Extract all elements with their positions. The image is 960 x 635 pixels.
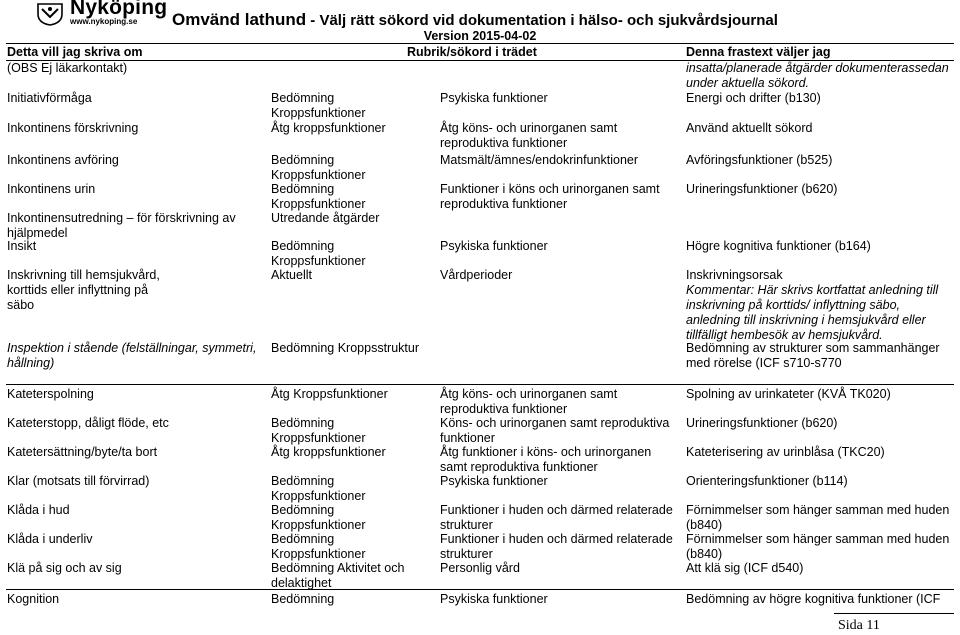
cell-category: Åtg Kroppsfunktioner (271, 387, 388, 401)
cell-subcategory: Åtg funktioner i köns- och urinorganen (440, 445, 652, 459)
cell-subcategory: Personlig vård (440, 561, 520, 575)
cell-category: Bedömning (271, 153, 335, 167)
cell-category: Bedömning Aktivitet och (271, 561, 405, 575)
cell-subcategory: Köns- och urinorganen samt reproduktiva (440, 416, 670, 430)
cell-category: Aktuellt (271, 268, 312, 282)
cell-phrase: Urineringsfunktioner (b620) (686, 182, 838, 196)
cell-subcategory: strukturer (440, 547, 493, 561)
cell-category: Kroppsfunktioner (271, 431, 366, 445)
intro-right-line: under aktuella sökord. (686, 76, 809, 90)
cell-phrase: Kateterisering av urinblåsa (TKC20) (686, 445, 885, 459)
cell-subcategory: Psykiska funktioner (440, 474, 548, 488)
cell-topic: hjälpmedel (7, 226, 68, 240)
cell-topic: Inspektion i stående (felställningar, symmetri, (7, 341, 257, 355)
title-main: Omvänd lathund (172, 10, 307, 29)
cell-subcategory: Vårdperioder (440, 268, 513, 282)
cell-subcategory: Funktioner i köns och urinorganen samt (440, 182, 660, 196)
cell-category: Utredande åtgärder (271, 211, 380, 225)
cell-topic: Inkontinens urin (7, 182, 96, 196)
cell-phrase: Energi och drifter (b130) (686, 91, 821, 105)
cell-topic: Klåda i hud (7, 503, 70, 517)
cell-topic: hållning) (7, 356, 55, 370)
cell-subcategory: reproduktiva funktioner (440, 136, 568, 150)
cell-category: Bedömning (271, 239, 335, 253)
section-divider (6, 589, 954, 590)
cell-category: Bedömning (271, 474, 335, 488)
cell-subcategory: Psykiska funktioner (440, 592, 548, 606)
cell-subcategory: Psykiska funktioner (440, 239, 548, 253)
cell-topic: Kateterstopp, dåligt flöde, etc (7, 416, 169, 430)
cell-subcategory: reproduktiva funktioner (440, 402, 568, 416)
cell-phrase: Urineringsfunktioner (b620) (686, 416, 838, 430)
cell-category: Kroppsfunktioner (271, 489, 366, 503)
page-title (172, 10, 778, 30)
cell-category: Bedömning (271, 416, 335, 430)
cell-subcategory: Åtg köns- och urinorganen samt (440, 121, 618, 135)
cell-category: Bedömning Kroppsstruktur (271, 341, 419, 355)
cell-subcategory: Psykiska funktioner (440, 91, 548, 105)
cell-phrase: Inskrivningsorsak (686, 268, 783, 282)
cell-phrase: Förnimmelser som hänger samman med huden (686, 503, 950, 517)
cell-category: Bedömning (271, 592, 335, 606)
cell-topic: Klar (motsats till förvirrad) (7, 474, 150, 488)
cell-phrase: med rörelse (ICF s710-s770 (686, 356, 842, 370)
cell-subcategory: strukturer (440, 518, 493, 532)
header-divider (6, 43, 954, 44)
cell-category: Bedömning (271, 91, 335, 105)
cell-category: Kroppsfunktioner (271, 254, 366, 268)
cell-subcategory: Funktioner i huden och därmed relaterade (440, 532, 673, 546)
logo-name: Nyköping (70, 0, 168, 19)
nykoping-logo (36, 0, 168, 28)
title-sub: - Välj rätt sökord vid dokumentation i hälso- och sjukvårdsjournal (306, 12, 778, 29)
cell-topic: Inkontinens förskrivning (7, 121, 139, 135)
cell-topic: Katetersättning/byte/ta bort (7, 445, 158, 459)
cell-category: Kroppsfunktioner (271, 168, 366, 182)
cell-topic: säbo (7, 298, 35, 312)
cell-topic: Klä på sig och av sig (7, 561, 122, 575)
cell-phrase: Kommentar: Här skrivs kortfattat anledning till (686, 283, 939, 297)
cell-phrase: Att klä sig (ICF d540) (686, 561, 804, 575)
cell-topic: Initiativförmåga (7, 91, 92, 105)
cell-phrase: Förnimmelser som hänger samman med huden (686, 532, 950, 546)
section-divider (6, 384, 954, 385)
cell-subcategory: samt reproduktiva funktioner (440, 460, 598, 474)
cell-category: Bedömning (271, 182, 335, 196)
column-header-phrase: Denna frastext väljer jag (686, 45, 831, 59)
page-number: Sida 11 (838, 618, 880, 633)
cell-topic: korttids eller inflyttning på (7, 283, 149, 297)
intro-right-line: insatta/planerade åtgärder dokumenterassedan (686, 61, 949, 75)
cell-category: Bedömning (271, 532, 335, 546)
cell-subcategory: Åtg köns- och urinorganen samt (440, 387, 618, 401)
intro-note: (OBS Ej läkarkontakt) (7, 61, 128, 75)
cell-category: Bedömning (271, 503, 335, 517)
cell-phrase: tillfälligt hembesök av hemsjukvård. (686, 328, 883, 342)
cell-subcategory: funktioner (440, 431, 495, 445)
cell-subcategory: Matsmält/ämnes/endokrinfunktioner (440, 153, 639, 167)
cell-phrase: (b840) (686, 518, 723, 532)
cell-category: Kroppsfunktioner (271, 547, 366, 561)
cell-topic: Inskrivning till hemsjukvård, (7, 268, 160, 282)
cell-phrase: Orienteringsfunktioner (b114) (686, 474, 848, 488)
cell-phrase: inskrivning på korttids/ inflyttning säbo, (686, 298, 900, 312)
cell-phrase: Högre kognitiva funktioner (b164) (686, 239, 871, 253)
version-label: Version 2015-04-02 (423, 29, 537, 43)
cell-category: Åtg kroppsfunktioner (271, 445, 386, 459)
cell-phrase: anledning till inskrivning i hemsjukvård eller (686, 313, 926, 327)
column-header-keyword: Rubrik/sökord i trädet (407, 45, 537, 59)
cell-category: Kroppsfunktioner (271, 518, 366, 532)
cell-topic: Inkontinensutredning – för förskrivning av (7, 211, 236, 225)
cell-subcategory: Funktioner i huden och därmed relaterade (440, 503, 673, 517)
cell-phrase: Avföringsfunktioner (b525) (686, 153, 833, 167)
cell-topic: Kognition (7, 592, 60, 606)
cell-category: delaktighet (271, 576, 332, 590)
cell-phrase: Bedömning av högre kognitiva funktioner (ICF (686, 592, 941, 606)
cell-topic: Insikt (7, 239, 37, 253)
cell-category: Kroppsfunktioner (271, 106, 366, 120)
cell-phrase: Spolning av urinkateter (KVÅ TK020) (686, 387, 891, 401)
cell-phrase: Använd aktuellt sökord (686, 121, 813, 135)
coat-of-arms-icon (36, 2, 64, 26)
cell-category: Åtg kroppsfunktioner (271, 121, 386, 135)
cell-category: Kroppsfunktioner (271, 197, 366, 211)
column-header-topic: Detta vill jag skriva om (7, 45, 143, 59)
cell-topic: Kateterspolning (7, 387, 94, 401)
cell-phrase: (b840) (686, 547, 723, 561)
cell-topic: Inkontinens avföring (7, 153, 119, 167)
cell-subcategory: reproduktiva funktioner (440, 197, 568, 211)
cell-topic: Klåda i underliv (7, 532, 93, 546)
cell-phrase: Bedömning av strukturer som sammanhänger (686, 341, 940, 355)
logo-url: www.nykoping.se (70, 17, 138, 26)
